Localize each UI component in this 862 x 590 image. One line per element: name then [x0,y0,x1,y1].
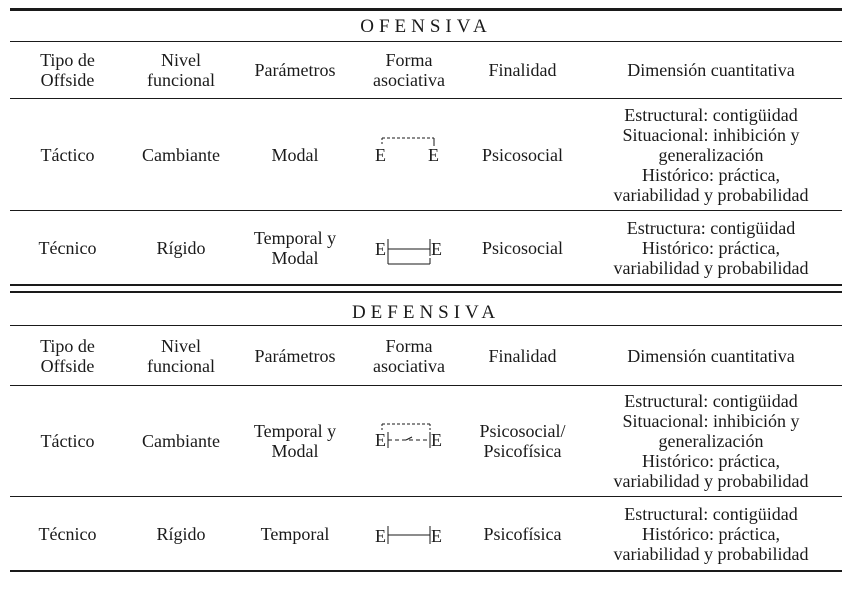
parametros-cell: Temporal [260,524,330,544]
header-nivel: Nivel funcional [147,50,215,90]
dimension-cell: Estructural: contigüidad Situacional: inhibición y generalización Histórico: práctica, variabilidad y probabilidad [613,391,809,491]
association-diagram-temporal-modal-dashed [374,418,446,452]
defensive-row-rule [10,496,842,497]
tipo-cell: Táctico [40,431,95,451]
stimulus-letter: E [431,239,442,259]
header-forma: Forma asociativa [373,50,445,90]
stimulus-letter: E [375,145,386,165]
tipo-cell: Táctico [40,144,95,165]
tipo-cell: Técnico [38,524,97,544]
header-tipo: Tipo de Offside [40,335,95,376]
defensive-section-title: DEFENSIVA [351,302,501,323]
parametros-cell: Temporal y Modal [253,421,337,461]
stimulus-letter: E [428,145,439,165]
dimension-cell: Estructura: contigüidad Histórico: práctica, variabilidad y probabilidad [613,218,809,278]
bottom-thick-rule [10,570,842,572]
header-dimension: Dimensión cuantitativa [627,345,795,366]
header-finalidad: Finalidad [488,345,557,366]
finalidad-cell: Psicosocial/ Psicofísica [479,421,566,461]
stimulus-letter: E [375,239,386,259]
tipo-cell: Técnico [38,238,97,258]
nivel-cell: Rígido [156,238,206,258]
offensive-title-rule [10,41,842,42]
nivel-cell: Rígido [156,524,206,544]
header-parametros: Parámetros [254,60,336,80]
association-diagram-temporal [374,518,446,552]
nivel-cell: Cambiante [142,144,220,165]
nivel-cell: Cambiante [142,431,220,451]
association-diagram-modal [374,132,446,166]
finalidad-cell: Psicosocial [482,238,563,258]
header-finalidad: Finalidad [488,60,557,80]
dimension-cell: Estructural: contigüidad Histórico: práctica, variabilidad y probabilidad [613,504,809,564]
header-tipo: Tipo de Offside [40,50,95,90]
stimulus-letter: E [431,430,442,450]
parametros-cell: Temporal y Modal [253,228,337,268]
dimension-cell: Estructural: contigüidad Situacional: inhibición y generalización Histórico: práctica, variabilidad y probabilidad [613,104,809,205]
defensive-header-rule [10,385,842,386]
section-divider-rule-2 [10,291,842,293]
header-nivel: Nivel funcional [147,335,215,376]
offensive-section-title: OFENSIVA [360,16,492,37]
header-forma: Forma asociativa [373,335,445,376]
top-thick-rule [10,8,842,11]
defensive-title-rule [10,325,842,326]
stimulus-letter: E [431,526,442,546]
finalidad-cell: Psicofísica [483,524,562,544]
stimulus-letter: E [375,430,386,450]
offensive-header-rule [10,98,842,99]
association-diagram-temporal-modal [374,234,446,268]
finalidad-cell: Psicosocial [482,144,563,165]
section-divider-rule [10,284,842,286]
header-dimension: Dimensión cuantitativa [627,60,795,80]
header-parametros: Parámetros [254,345,336,366]
stimulus-letter: E [375,526,386,546]
parametros-cell: Modal [271,144,319,165]
offensive-row-rule [10,210,842,211]
